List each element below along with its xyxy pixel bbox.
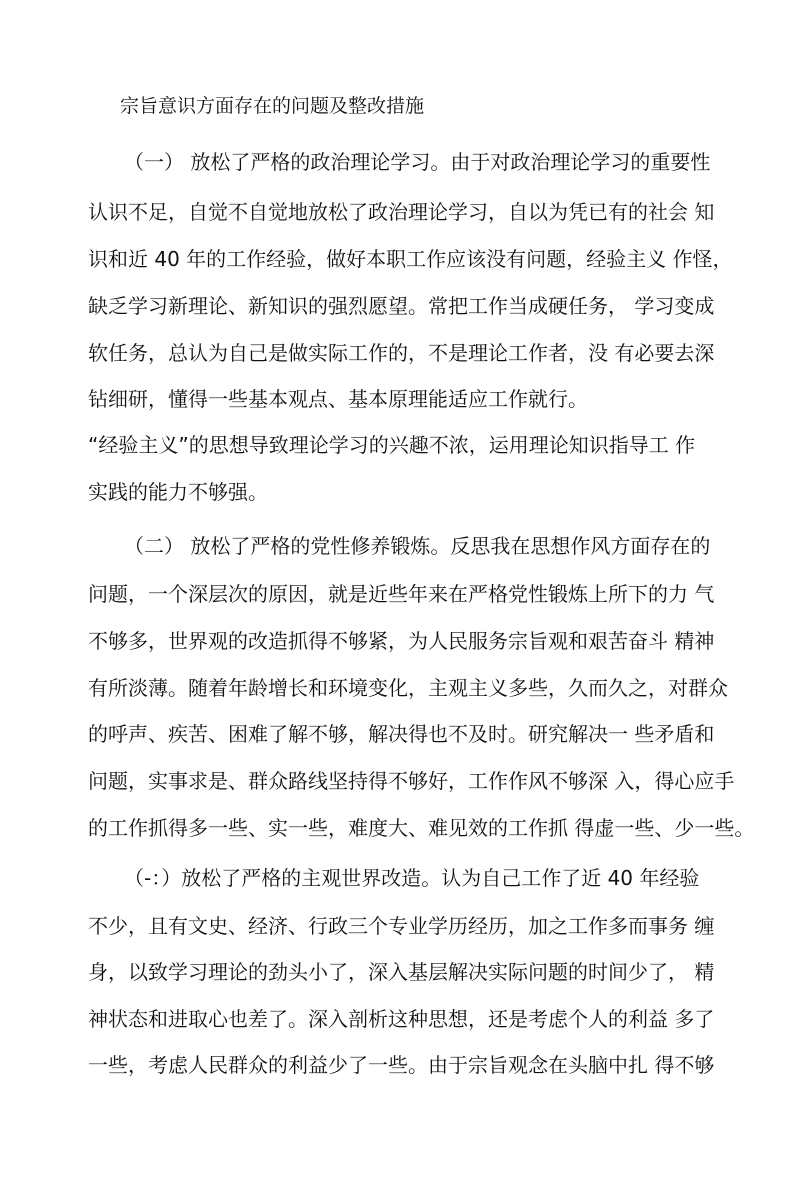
paragraph-line: 认识不足，自觉不自觉地放松了政治理论学习，自以为凭已有的社会 知 — [88, 200, 715, 224]
paragraph-line: 不少，且有文史、经济、行政三个专业学历经历，加之工作多而事务 缠 — [88, 914, 715, 938]
paragraph-line: 身，以致学习理论的劲头小了，深入基层解决实际问题的时间少了， 精 — [88, 960, 715, 984]
paragraph-line: 钻细研，懂得一些基本观点、基本原理能适应工作就行。 — [88, 387, 588, 411]
paragraph-line: （二） 放松了严格的党性修养锻炼。反思我在思想作风方面存在的 — [124, 534, 711, 558]
paragraph-line: 实践的能力不够强。 — [88, 480, 268, 504]
paragraph-line: 问题，实事求是、群众路线坚持得不够好，工作作风不够深 入，得心应手 — [88, 769, 735, 793]
paragraph-line: 的呼声、疾苦、困难了解不够，解决得也不及时。研究解决一 些矛盾和 — [88, 722, 715, 746]
paragraph-line: （一） 放松了严格的政治理论学习。由于对政治理论学习的重要性 — [124, 150, 711, 174]
paragraph-line: 的工作抓得多一些、实一些，难度大、难见效的工作抓 得虚一些、少一些。 — [88, 816, 755, 840]
paragraph-line: 缺乏学习新理论、新知识的强烈愿望。常把工作当成硬任务， 学习变成 — [88, 294, 715, 318]
paragraph-line: 神状态和进取心也差了。深入剖析这种思想，还是考虑个人的利益 多了 — [88, 1007, 715, 1031]
paragraph-line: 有所淡薄。随着年龄增长和环境变化，主观主义多些，久而久之，对群众 — [88, 676, 728, 700]
paragraph-line: 识和近 40 年的工作经验，做好本职工作应该没有问题，经验主义 作怪， — [88, 247, 733, 271]
paragraph-line: 问题，一个深层次的原因，就是近些年来在严格党性锻炼上所下的力 气 — [88, 582, 715, 606]
paragraph-line: 不够多，世界观的改造抓得不够紧，为人民服务宗旨观和艰苦奋斗 精神 — [88, 629, 715, 653]
paragraph-line: 一些，考虑人民群众的利益少了一些。由于宗旨观念在头脑中扎 得不够 — [88, 1053, 715, 1077]
paragraph-line: （-：）放松了严格的主观世界改造。认为自己工作了近 40 年经验 — [124, 866, 700, 890]
paragraph-line: “经验主义”的思想导致理论学习的兴趣不浓，运用理论知识指导工 作 — [88, 433, 696, 457]
document-title: 宗旨意识方面存在的问题及整改措施 — [120, 95, 425, 117]
paragraph-line: 软任务，总认为自己是做实际工作的，不是理论工作者，没 有必要去深 — [88, 341, 715, 365]
